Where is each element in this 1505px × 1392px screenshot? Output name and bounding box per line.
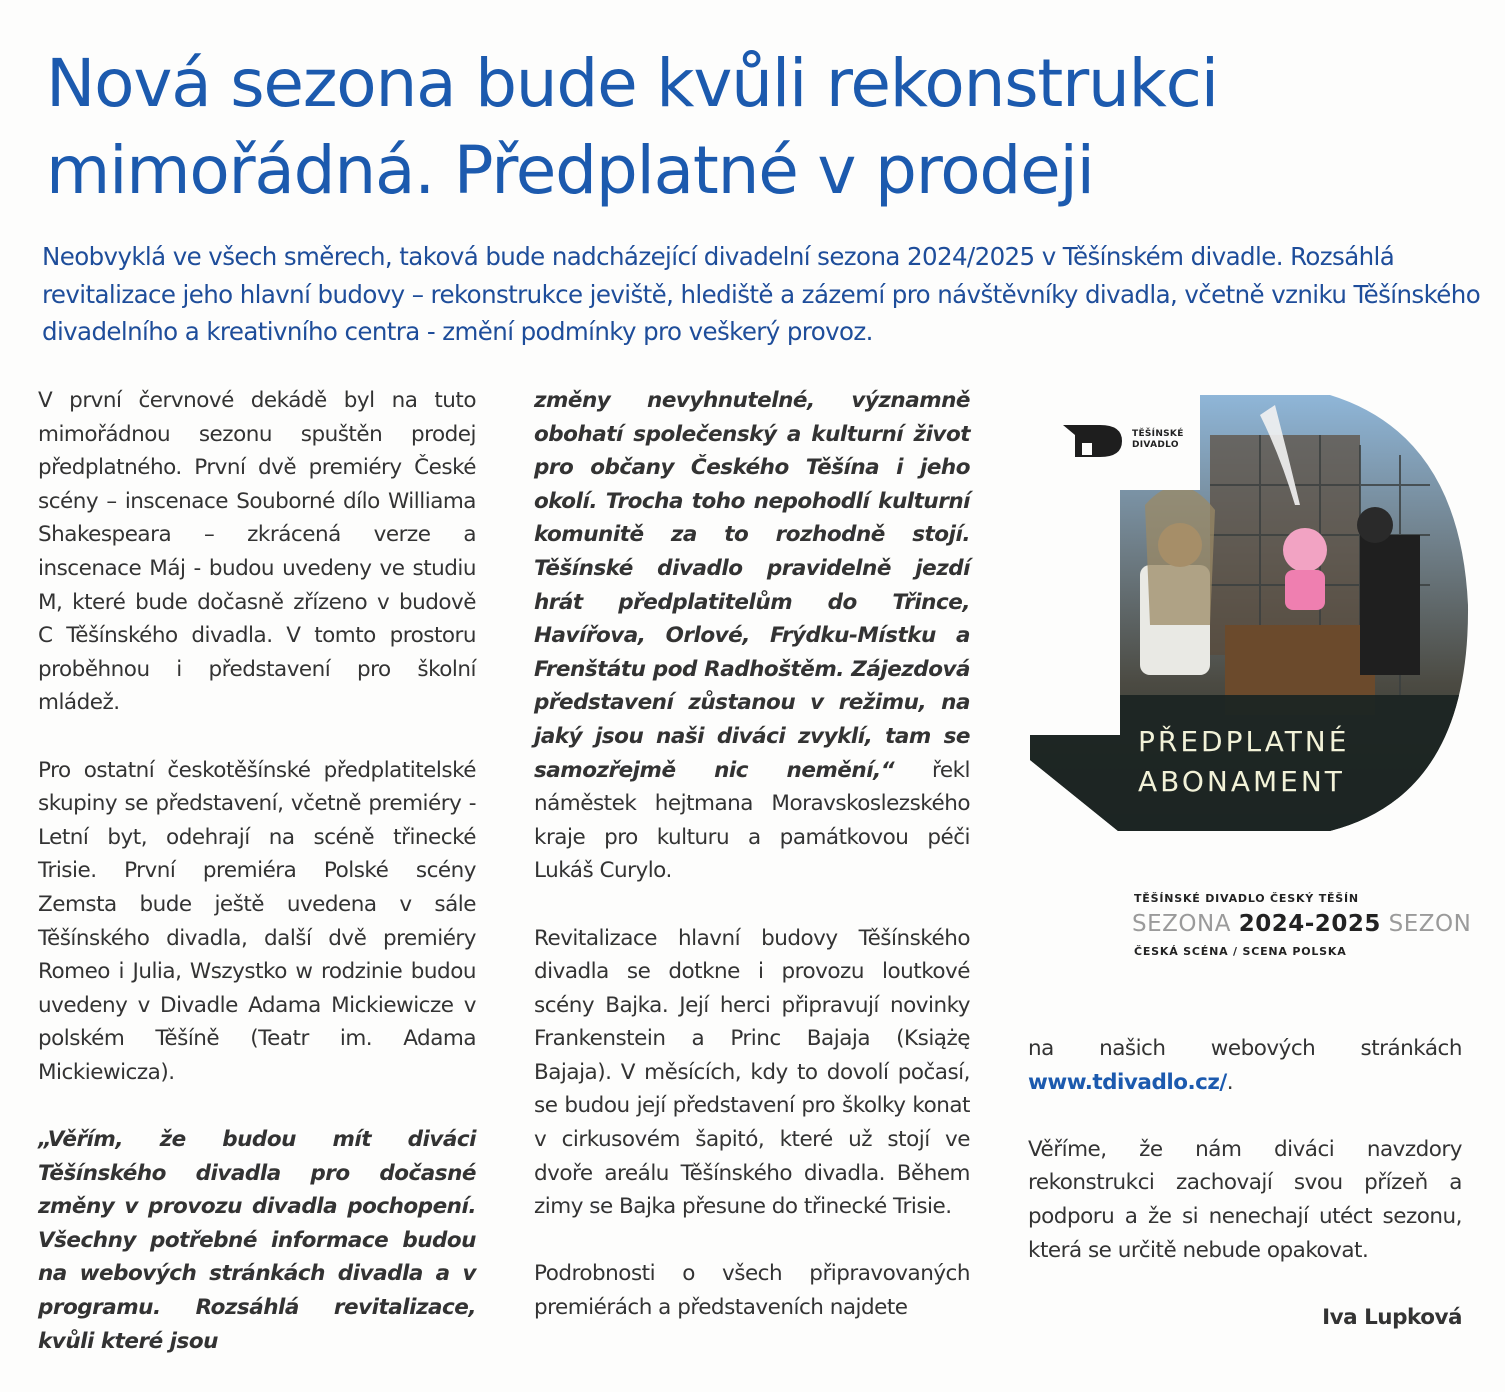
column-3 (1028, 1032, 1462, 1334)
article-lead: Neobvyklá ve všech směrech, taková bude nadcházející divadelní sezona 2024/2025 v Těšínském divadle. Rozsáhlá revitalizace jeho hlavní budovy – rekonstrukce jeviště, hlediště a zázemí pro návštěvníky divadla, včetně vzniku Těšínského divadelního a kreativního centra - změní podmínky pro veškerý provoz. (42, 242, 1481, 346)
title-line-1: Nová sezona bude kvůli rekonstrukci (46, 45, 1218, 122)
poster-title: PŘEDPLATNÉ ABONAMENT (1138, 725, 1350, 798)
column-1 (38, 384, 476, 1392)
title-line-2: mimořádná. Předplatné v prodeji (46, 132, 1094, 209)
quote-paragraph: „Věřím, že budou mít diváci Těšínského divadla pro dočasné změny v provozu divadla pochopení. Všechny potřebné informace budou na webových stránkách divadla a v programu. Rozsáhlá revitalizace, kvůli které jsou (38, 1127, 476, 1354)
theatre-logo-text: TĚŠÍNSKÉ DIVADLO (1132, 429, 1184, 450)
paragraph: Podrobnosti o všech připravovaných premiérách a představeních najdete (534, 1261, 970, 1321)
season-poster (1030, 395, 1470, 840)
paragraph: na našich webových stránkách www.tdivadlo.cz/. (1028, 1036, 1462, 1095)
season-years: 2024-2025 (1238, 911, 1381, 937)
season-caption (1134, 892, 1474, 958)
season-line: SEZONA 2024-2025 SEZON (1132, 911, 1472, 937)
paragraph: Věříme, že nám diváci navzdory rekonstrukci zachovají svou přízeň a podporu a že si nenechají utéct sezonu, která se určitě nebude opakovat. (1028, 1136, 1462, 1263)
org-line: TĚŠÍNSKÉ DIVADLO ČESKÝ TĚŠÍN (1134, 892, 1359, 905)
website-link[interactable]: www.tdivadlo.cz/ (1028, 1069, 1227, 1095)
scenes-line: ČESKÁ SCÉNA / SCENA POLSKA (1134, 945, 1347, 958)
quote-text: změny nevyhnutelné, významně obohatí společenský a kulturní život pro občany Českého Těšína i jeho okolí. Trocha toho nepohodlí kulturní komunitě za to rozhodně stojí. Těšínské divadlo pravidelně jezdí hrát předplatitelům do Třince, Havířova, Orlové, Frýdku-Místku a Frenštátu pod Radhoštěm. Zájezdová představení zůstanou v režimu, na jaký jsou naši diváci zvyklí, tam se samozřejmě nic nemění,“ (534, 388, 970, 783)
quote-attribution: řekl náměstek hejtmana Moravskoslezského kraje pro kulturu a památkovou péči Lukáš Curylo. (534, 757, 970, 884)
column-2 (534, 384, 970, 1358)
paragraph: Revitalizace hlavní budovy Těšínského divadla se dotkne i provozu loutkové scény Bajka. Její herci připravují novinky Frankenstein a Princ Bajaja (Książę Bajaja). V měsících, kdy to dovolí počasí, se budou její představení pro školky konat v cirkusovém šapitó, které už stojí ve dvoře areálu Těšínského divadla. Během zimy se Bajka přesune do třinecké Trisie. (534, 925, 970, 1220)
paragraph: Pro ostatní českotěšínské předplatitelské skupiny se představení, včetně premiéry - Letní byt, odehrají na scéně třinecké Trisie. První premiéra Polské scény Zemsta bude ještě uvedena v sále Těšínského divadla, další dvě premiéry Romeo i Julia, Wszystko w rodzinie budou uvedeny v Divadle Adama Mickiewicze v polském Těšíně (Teatr im. Adama Mickiewicza). (38, 757, 476, 1085)
paragraph: V první červnové dekádě byl na tuto mimořádnou sezonu spuštěn prodej předplatného. První dvě premiéry České scény – inscenace Souborné dílo Williama Shakespeara – zkrácená verze a inscenace Máj - budou uvedeny ve studiu M, které bude dočasně zřízeno v budově C Těšínského divadla. V tomto prostoru proběhnou i představení pro školní mládež. (38, 388, 476, 716)
author-name: Iva Lupková (1322, 1304, 1462, 1330)
theatre-logo-icon (1063, 425, 1122, 457)
article-title (46, 40, 1446, 214)
quote-paragraph (534, 384, 970, 888)
